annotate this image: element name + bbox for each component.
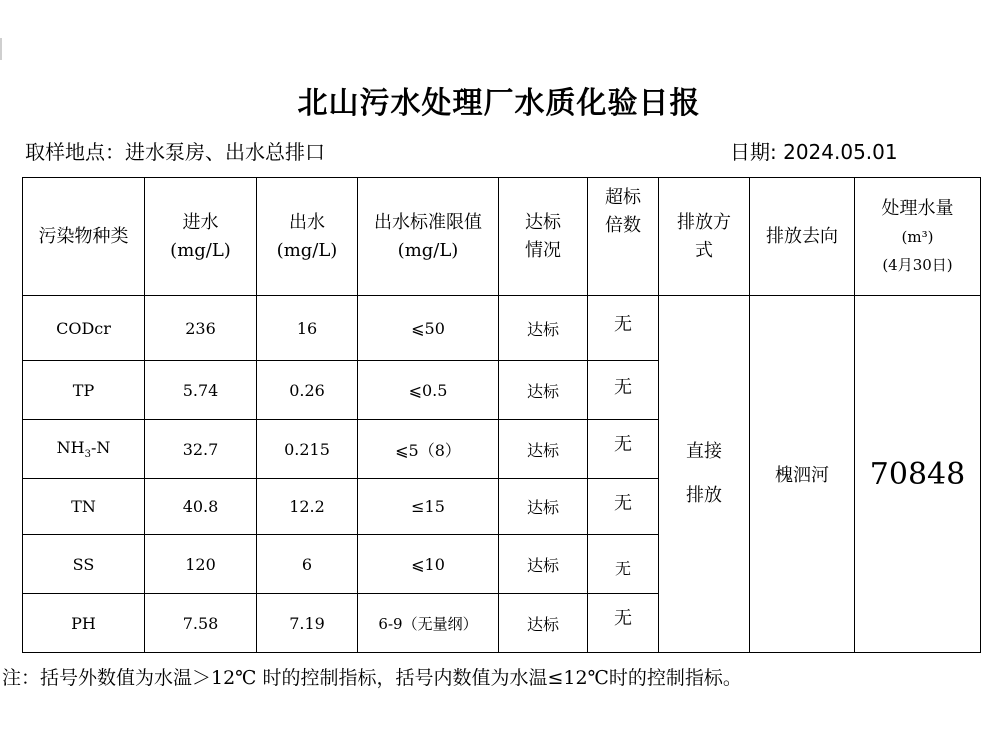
- header-inflow: [145, 178, 257, 296]
- exceed-cell: 无: [588, 296, 659, 361]
- header-exceed-line1: 超标: [605, 187, 641, 208]
- limit-cell: 6-9（无量纲）: [358, 594, 499, 653]
- limit-cell: ≤15: [358, 479, 499, 535]
- header-status: [499, 178, 588, 296]
- header-discharge-line2: 式: [695, 239, 713, 261]
- header-outflow: [257, 178, 358, 296]
- outflow-cell: 7.19: [257, 594, 358, 653]
- pollutant-cell: SS: [23, 535, 145, 594]
- outflow-cell: 16: [257, 296, 358, 361]
- header-status-line2: 情况: [525, 239, 561, 261]
- status-cell: 达标: [499, 296, 588, 361]
- header-limit-label: 出水标准限值: [374, 211, 482, 233]
- header-inflow-label: 进水: [182, 211, 219, 233]
- header-discharge-line1: 排放方: [677, 211, 731, 233]
- pollutant-cell: PH: [23, 594, 145, 653]
- table-row: [23, 296, 981, 361]
- status-cell: 达标: [499, 594, 588, 653]
- header-volume-unit: (m³): [901, 227, 934, 246]
- exceed-cell: 无: [588, 594, 659, 653]
- header-row: [23, 178, 981, 296]
- report-date: 日期: 2024.05.01: [730, 140, 898, 164]
- header-limit-unit: (mg/L): [397, 239, 459, 261]
- left-edge-mark: [0, 38, 2, 60]
- header-outflow-label: 出水: [289, 211, 325, 233]
- destination-cell: 槐泗河: [750, 296, 855, 653]
- inflow-cell: 5.74: [145, 361, 257, 420]
- status-cell: 达标: [499, 361, 588, 420]
- status-cell: 达标: [499, 535, 588, 594]
- sampling-location: 取样地点：进水泵房、出水总排口: [25, 140, 325, 164]
- pollutant-cell: [23, 420, 145, 479]
- pollutant-subscript: 3: [84, 449, 91, 461]
- outflow-cell: 12.2: [257, 479, 358, 535]
- header-destination: [750, 178, 855, 296]
- inflow-cell: 40.8: [145, 479, 257, 535]
- header-pollutant: [23, 178, 145, 296]
- inflow-cell: 236: [145, 296, 257, 361]
- limit-cell: ⩽0.5: [358, 361, 499, 420]
- header-exceed: [588, 178, 659, 296]
- footnote: 注：括号外数值为水温＞12℃ 时的控制指标，括号内数值为水温≤12℃时的控制指标。: [2, 667, 742, 689]
- discharge-method-line2: 排放: [686, 485, 722, 506]
- discharge-method-cell: [659, 296, 750, 653]
- header-destination-label: 排放去向: [766, 225, 838, 247]
- header-volume: [855, 178, 981, 296]
- outflow-cell: 0.215: [257, 420, 358, 479]
- inflow-cell: 120: [145, 535, 257, 594]
- header-discharge: [659, 178, 750, 296]
- status-cell: 达标: [499, 479, 588, 535]
- inflow-cell: 7.58: [145, 594, 257, 653]
- exceed-cell: 无: [588, 535, 659, 594]
- pollutant-cell: CODcr: [23, 296, 145, 361]
- outflow-cell: 0.26: [257, 361, 358, 420]
- exceed-cell: 无: [588, 361, 659, 420]
- pollutant-cell: TN: [23, 479, 145, 535]
- exceed-cell: 无: [588, 479, 659, 535]
- outflow-cell: 6: [257, 535, 358, 594]
- status-cell: 达标: [499, 420, 588, 479]
- limit-cell: ⩽50: [358, 296, 499, 361]
- pollutant-cell: TP: [23, 361, 145, 420]
- pollutant-tail: -N: [90, 437, 111, 457]
- header-inflow-unit: (mg/L): [170, 239, 231, 261]
- inflow-cell: 32.7: [145, 420, 257, 479]
- report-title: 北山污水处理厂水质化验日报: [297, 86, 701, 121]
- header-outflow-unit: (mg/L): [276, 239, 338, 261]
- limit-cell: ⩽10: [358, 535, 499, 594]
- pollutant-main: NH: [56, 437, 85, 457]
- volume-cell: 70848: [855, 296, 981, 653]
- header-volume-date: (4月30日): [882, 255, 953, 274]
- header-limit: [358, 178, 499, 296]
- limit-cell: ⩽5（8）: [358, 420, 499, 479]
- exceed-cell: 无: [588, 420, 659, 479]
- discharge-method-line1: 直接: [686, 441, 722, 462]
- water-quality-table: [22, 177, 981, 653]
- header-status-line1: 达标: [525, 211, 561, 233]
- header-volume-label: 处理水量: [881, 197, 954, 219]
- header-pollutant-label: 污染物种类: [38, 225, 129, 247]
- header-exceed-line2: 倍数: [605, 215, 641, 236]
